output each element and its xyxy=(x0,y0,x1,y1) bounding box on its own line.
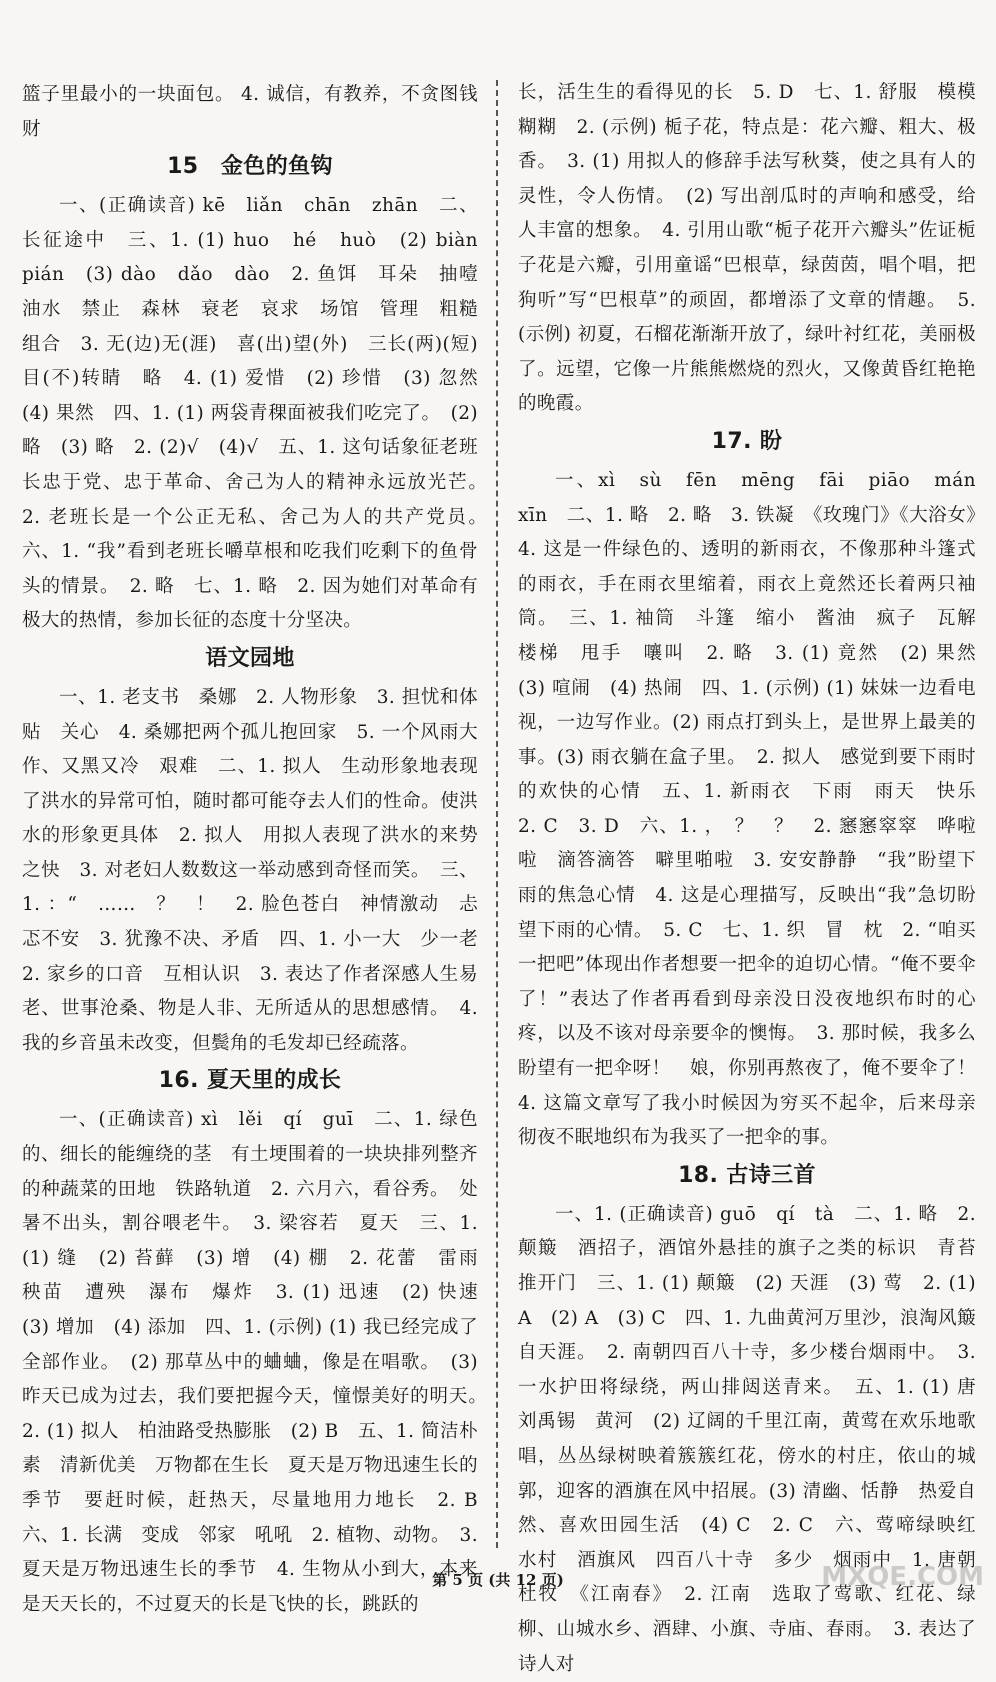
section-18-body: 一、1. (正确读音) guō qí tà 二、1. 略 2. 颠簸 酒招子，酒馆外悬挂的旗子之类的标识 青苔 推开门 三、1. (1) 颠簸 (2) 天涯 (3) 莺 2. (1) A (2) A (3) C 四、1. 九曲黄河万里沙，浪淘风簸自天涯。 2. 南朝四百八十寺，多少楼台烟雨中。 3. 一水护田将绿绕，两山排闼送青来。 五、1. (1) 唐 刘禹锡 黄河 (2) 辽阔的千里江南，黄莺在欢乐地歌唱，丛丛绿树映着簇簇红花，傍水的村庄，依山的城郭，迎客的酒旗在风中招展。(3) 清幽、恬静 热爱自然、喜欢田园生活 (4) C 2. C 六、莺啼绿映红 水村 酒旗风 四百八十寺 多少 烟雨中 1. 唐朝杜牧 《江南春》 2. 江南 选取了莺歌、红花、绿柳、山城水乡、酒肆、小旗、寺庙、春雨。 3. 表达了诗人对 xyxy=(518,1203,995,1675)
garden-body: 一、1. 老支书 桑娜 2. 人物形象 3. 担忧和体贴 关心 4. 桑娜把两个孤儿抱回家 5. 一个风雨大作、又黑又冷 艰难 二、1. 拟人 生动形象地表现了洪水的异常可怕，随时都可能夺去人们的性命。使洪水的形象更具体 2. 拟人 用拟人表现了洪水的来势之快 3. 对老妇人数数这一举动感到奇怪而笑。 三、1. ：“ …… ？ ！ 2. 脸色苍白 神情激动 忐忑不安 3. 犹豫不决、矛盾 四、1. 小一大 少一老 2. 家乡的口音 互相认识 3. 表达了作者深感人生易老、世事沧桑、物是人非、无所适从的思想感情。 4. 我的乡音虽未改变，但鬓角的毛发却已经疏落。 xyxy=(22,686,497,1054)
page-footer: 第 5 页 (共 12 页) xyxy=(432,1571,564,1589)
section-17-title: 17. 盼 xyxy=(711,428,783,454)
section-15-title: 15 金色的鱼钩 xyxy=(167,154,333,180)
garden-title: 语文园地 xyxy=(205,645,295,671)
left-column xyxy=(22,78,497,1622)
section-18-title: 18. 古诗三首 xyxy=(678,1162,816,1188)
right-column xyxy=(518,76,995,1682)
watermark: MXQE.COM xyxy=(821,1562,984,1592)
section-16-title: 16. 夏天里的成长 xyxy=(158,1068,342,1094)
section-17-body: 一、xì sù fēn mēng fāi piāo mán xīn 二、1. 略 2. 略 3. 铁凝 《玫瑰门》《大浴女》 4. 这是一件绿色的、透明的新雨衣，不像那种斗篷式的雨衣，手在雨衣里缩着，雨衣上竟然还长着两只袖筒。 三、1. 袖筒 斗篷 缩小 酱油 疯子 瓦解 楼梯 甩手 嚷叫 2. 略 3. (1) 竟然 (2) 果然 (3) 喧闹 (4) 热闹 四、1. (示例) (1) 妹妹一边看电视，一边写作业。(2) 雨点打到头上，是世界上最美的事。(3) 雨衣躺在盒子里。 2. 拟人 感觉到要下雨时的欢快的心情 五、1. 新雨衣 下雨 雨天 快乐 2. C 3. D 六、1. ， ？ ？ 2. 窸窸窣窣 哗啦啦 滴答滴答 噼里啪啦 3. 安安静静 “我”盼望下雨的焦急心情 4. 这是心理描写，反映出“我”急切盼望下雨的心情。 5. C 七、1. 织 冒 枕 2. “咱买一把吧”体现出作者想要一把伞的迫切心情。“俺不要伞了！”表达了作者再看到母亲没日没夜地织布时的心疼，以及不该对母亲要伞的懊悔。 3. 那时候，我多么盼望有一把伞呀！ 娘，你别再熬夜了，俺不要伞了！ 4. 这篇文章写了我小时候因为穷买不起伞，后来母亲彻夜不眠地织布为我买了一把伞的事。 xyxy=(518,469,995,1149)
section-15-body: 一、(正确读音) kē liǎn chān zhān 二、长征途中 三、1. (1) huo hé huò (2) biàn pián (3) dào dǎo dào 2. 鱼饵 耳朵 抽噎 油水 禁止 森林 衰老 哀求 场馆 管理 粗糙 组合 3. 无(边)无(涯) 喜(出)望(外) 三长(两)(短) 目(不)转睛 略 4. (1) 爱惜 (2) 珍惜 (3) 忽然 (4) 果然 四、1. (1) 两袋青稞面被我们吃完了。 (2) 略 (3) 略 2. (2)√ (4)√ 五、1. 这句话象征老班长忠于党、忠于革命、舍己为人的精神永远放光芒。 2. 老班长是一个公正无私、舍己为人的共产党员。 六、1. “我”看到老班长嚼草根和吃我们吃剩下的鱼骨头的情景。 2. 略 七、1. 略 2. 因为她们对革命有极大的热情，参加长征的态度十分坚决。 xyxy=(22,195,497,632)
right-intro: 长，活生生的看得见的长 5. D 七、1. 舒服 模模糊糊 2. (示例) 栀子花，特点是：花六瓣、粗大、极香。 3. (1) 用拟人的修辞手法写秋葵，使之具有人的灵性，令人伤情。 (2) 写出剖瓜时的声响和感受，给人丰富的想象。 4. 引用山歌“栀子花开六瓣头”佐证栀子花是六瓣，引用童谣“巴根草，绿茵茵，唱个唱，把狗听”写“巴根草”的顽固，都增添了文章的情趣。 5. (示例) 初夏，石榴花渐渐开放了，绿叶衬红花，美丽极了。远望，它像一片熊熊燃烧的烈火，又像黄昏红艳艳的晚霞。 xyxy=(518,82,976,415)
intro-line: 篮子里最小的一块面包。 4. 诚信，有教养，不贪图钱财 xyxy=(22,84,478,140)
section-16-body: 一、(正确读音) xì lěi qí guī 二、1. 绿色的、细长的能缠绕的茎 有土埂围着的一块块排列整齐的种蔬菜的田地 铁路轨道 2. 六月六，看谷秀。 处暑不出头，割谷喂老牛。 3. 梁容若 夏天 三、1. (1) 缝 (2) 苔藓 (3) 增 (4) 棚 2. 花蕾 雷雨 秧苗 遭殃 瀑布 爆炸 3. (1) 迅速 (2) 快速 (3) 增加 (4) 添加 四、1. (示例) (1) 我已经完成了全部作业。 (2) 那草丛中的蛐蛐，像是在唱歌。 (3) 昨天已成为过去，我们要把握今天，憧憬美好的明天。 2. (1) 拟人 柏油路受热膨胀 (2) B 五、1. 简洁朴素 清新优美 万物都在生长 夏天是万物迅速生长的季节 要赶时候，赶热天，尽量地用力地长 2. B 六、1. 长满 变成 邻家 吼吼 2. 植物、动物。 3. 夏天是万物迅速生长的季节 4. 生物从小到大，本来是天天长的，不过夏天的长是飞快的长，跳跃的 xyxy=(22,1109,497,1615)
